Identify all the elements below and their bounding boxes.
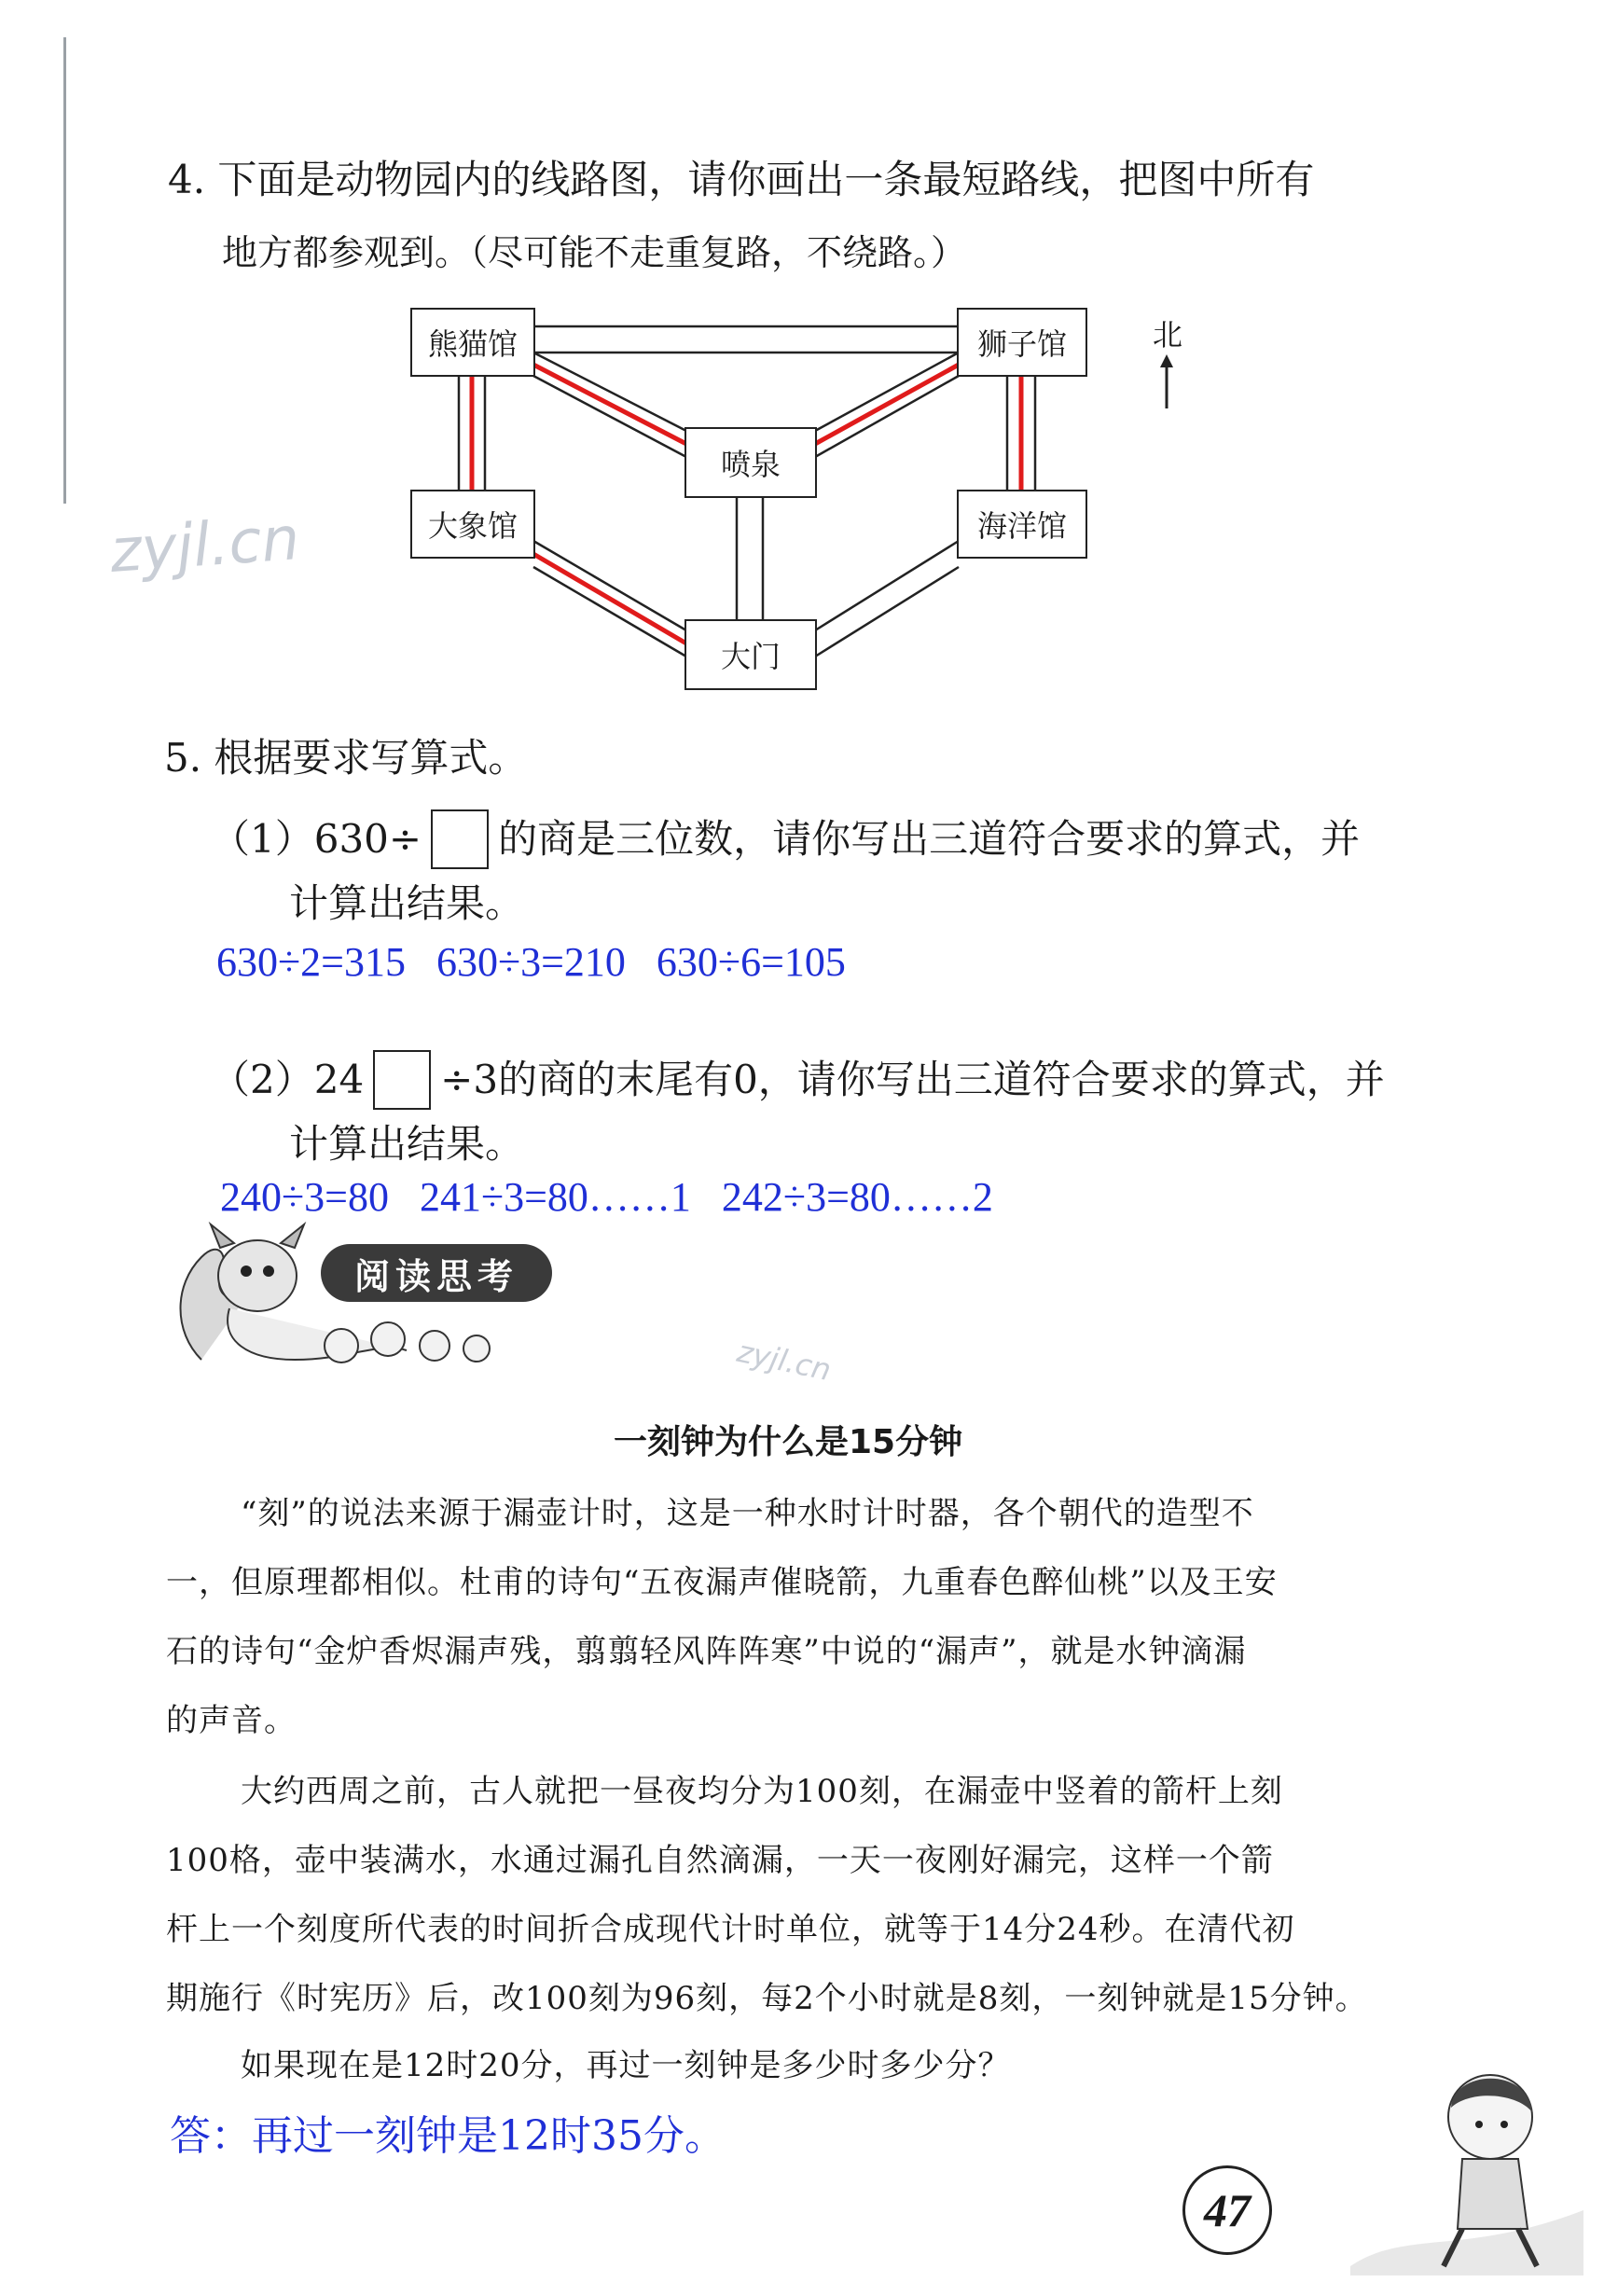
answer-box [373,1050,431,1110]
q5-part2-line2: 计算出结果。 [289,1121,525,1167]
q5-part1-answer: 630÷2=315 630÷3=210 630÷6=105 [216,939,846,985]
location-fountain: 喷泉 [684,427,817,498]
page-number [1182,2165,1272,2255]
para2-line3: 杆上一个刻度所代表的时间折合成现代计时单位，就等于14分24秒。在清代初 [166,1911,1295,1948]
reading-answer: 答：再过一刻钟是12时35分。 [170,2112,726,2160]
para2-line4: 期施行《时宪历》后，改100刻为96刻，每2个小时就是8刻，一刻钟就是15分钟。 [166,1980,1368,2017]
location-ocean: 海洋馆 [957,490,1087,559]
q5-part2-line1 [211,1050,1385,1110]
q4-line1: 4. 下面是动物园内的线路图，请你画出一条最短路线，把图中所有 [168,157,1315,202]
north-label: 北 [1153,317,1183,353]
boy-illustration-icon [1350,2042,1583,2275]
q4-line2: 地方都参观到。（尽可能不走重复路，不绕路。） [222,232,967,273]
answer-box [431,809,489,869]
shortest-route [472,365,1021,643]
para1-line4: 的声音。 [166,1702,297,1739]
watermark: zyjl.cn [734,1333,835,1389]
q5-title: 5. 根据要求写算式。 [164,735,528,781]
q5-part1-line1 [211,809,1360,869]
q5-part1-suffix: 的商是三位数，请你写出三道符合要求的算式，并 [498,816,1361,862]
para2-line1: 大约西周之前，古人就把一昼夜均分为100刻，在漏壶中竖着的箭杆上刻 [241,1773,1283,1810]
reading-banner-label: 阅读思考 [353,1255,519,1297]
location-panda: 熊猫馆 [410,308,535,377]
para2-line2: 100格，壶中装满水，水通过漏孔自然滴漏，一天一夜刚好漏完，这样一个箭 [166,1842,1274,1879]
q5-part2-answer: 240÷3=80 241÷3=80……1 242÷3=80……2 [220,1174,993,1220]
q5-part1-prefix: （1）630÷ [211,816,422,862]
para1-line1: “刻”的说法来源于漏壶计时，这是一种水时计时器，各个朝代的造型不 [241,1495,1254,1532]
q5-part2-suffix: ÷3的商的末尾有0，请你写出三道符合要求的算式，并 [440,1057,1385,1102]
north-arrow-icon [1153,354,1181,410]
q5-part1-line2: 计算出结果。 [289,880,525,926]
reading-banner [321,1244,552,1302]
location-gate: 大门 [684,619,817,690]
location-lion: 狮子馆 [957,308,1087,377]
page-number-label: 47 [1204,2184,1251,2236]
reading-question: 如果现在是12时20分，再过一刻钟是多少时多少分？ [241,2047,1011,2084]
watermark: zyjl.cn [107,505,302,587]
q5-part2-prefix: （2）24 [211,1057,365,1102]
para1-line2: 一，但原理都相似。杜甫的诗句“五夜漏声催晓箭，九重春色醉仙桃”以及王安 [166,1564,1278,1601]
location-elephant: 大象馆 [410,490,535,559]
para1-line3: 石的诗句“金炉香烬漏声残，翦翦轻风阵阵寒”中说的“漏声”，就是水钟滴漏 [166,1633,1247,1670]
reading-title: 一刻钟为什么是15分钟 [614,1423,963,1461]
